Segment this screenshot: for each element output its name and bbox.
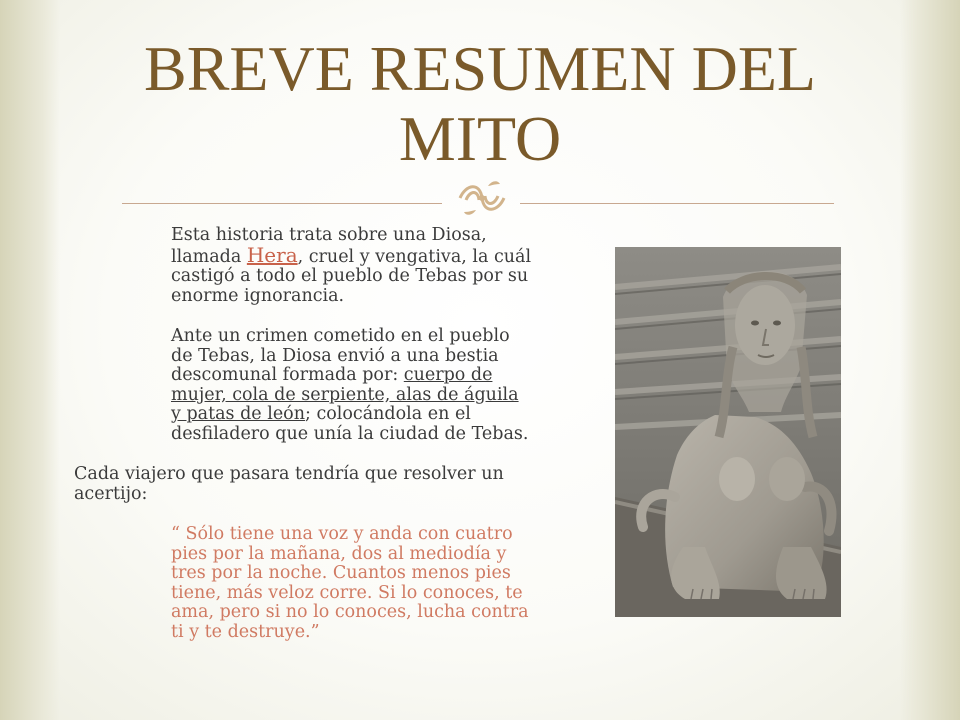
title-divider-left	[122, 203, 442, 204]
right-decorative-band	[900, 0, 960, 720]
fleuron-icon	[452, 178, 512, 218]
paragraph-crime	[74, 327, 534, 444]
left-decorative-band	[0, 0, 60, 720]
paragraph-intro	[74, 226, 534, 306]
sphinx-statue-photo	[615, 247, 841, 617]
riddle-quote: “ Sólo tiene una voz y anda con cuatro pies por la mañana, dos al mediodía y tres por la noche. Cuantos menos pies tiene, más veloz corre. Si lo conoces, te ama, pero si no lo conoces, lucha contra ti y te destruye.”	[171, 524, 529, 642]
paragraph-crime-text-end: ; colocándola en el desfiladero que unía la ciudad de Tebas.	[171, 404, 529, 444]
slide-title: BREVE RESUMEN DEL MITO	[144, 33, 816, 174]
beast-description: cuerpo de mujer, cola de serpiente, alas de águila y patas de león	[171, 365, 519, 424]
paragraph-riddle-intro: Cada viajero que pasara tendría que resolver un acertijo:	[74, 464, 504, 504]
paragraph-intro-text-end: , cruel y vengativa, la cuál castigó a todo el pueblo de Tebas por su enorme ignorancia.	[171, 246, 532, 306]
body-text	[74, 226, 534, 663]
paragraph-crime-text: Ante un crimen cometido en el pueblo de Tebas, la Diosa envió a una bestia descomunal formada por:	[171, 326, 510, 385]
title-divider-right	[520, 203, 834, 204]
paragraph-intro-text: Esta historia trata sobre una Diosa, llamada	[171, 225, 487, 267]
hera-link[interactable]: Hera	[246, 242, 298, 267]
